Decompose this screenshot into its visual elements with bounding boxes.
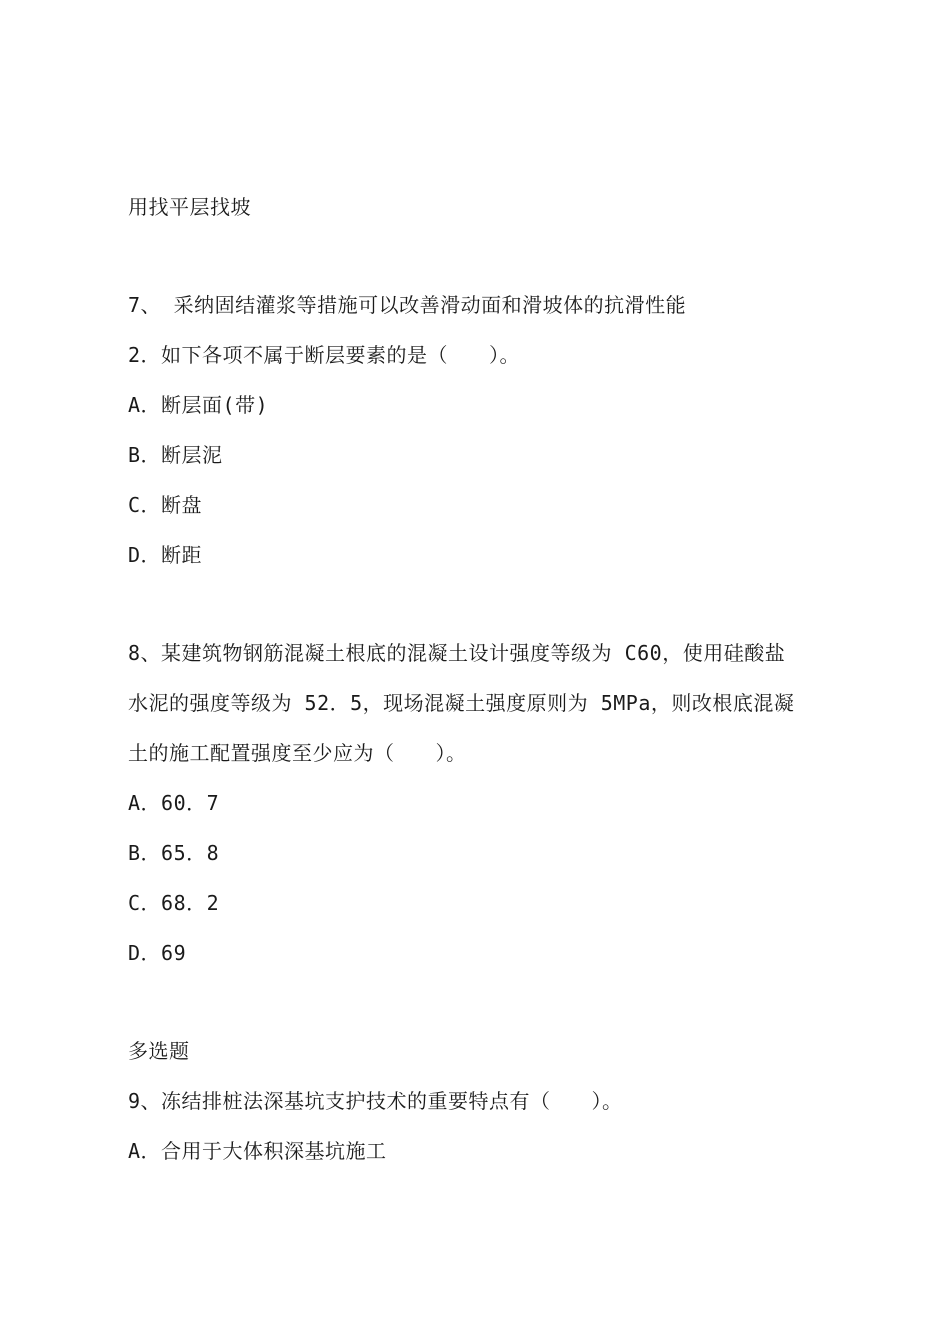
question-8-stem-line-1: 8、某建筑物钢筋混凝土根底的混凝土设计强度等级为 C60，使用硅酸盐: [128, 641, 786, 665]
question-8-stem-line-2: 水泥的强度等级为 52．5，现场混凝土强度原则为 5MPa，则改根底混凝: [128, 691, 795, 715]
question-8-option-b: B．65．8: [128, 841, 220, 865]
question-8-option-d: D．69: [128, 941, 187, 965]
question-8-stem-line-3: 土的施工配置强度至少应为（ ）。: [128, 741, 467, 765]
note-7: 7、 采纳固结灌浆等措施可以改善滑动面和滑坡体的抗滑性能: [128, 293, 687, 317]
question-9-stem: 9、冻结排桩法深基坑支护技术的重要特点有（ ）。: [128, 1089, 623, 1113]
question-2-stem: 2．如下各项不属于断层要素的是（ ）。: [128, 343, 521, 367]
question-2-option-b: B．断层泥: [128, 443, 223, 467]
question-2-option-c: C．断盘: [128, 493, 203, 517]
question-2-option-d: D．断距: [128, 543, 203, 567]
intro-text: 用找平层找坡: [128, 195, 251, 219]
question-8-option-c: C．68．2: [128, 891, 220, 915]
question-9-option-a: A．合用于大体积深基坑施工: [128, 1139, 387, 1163]
section-title: 多选题: [128, 1039, 190, 1063]
question-8-option-a: A．60．7: [128, 791, 220, 815]
question-2-option-a: A．断层面(带): [128, 393, 269, 417]
